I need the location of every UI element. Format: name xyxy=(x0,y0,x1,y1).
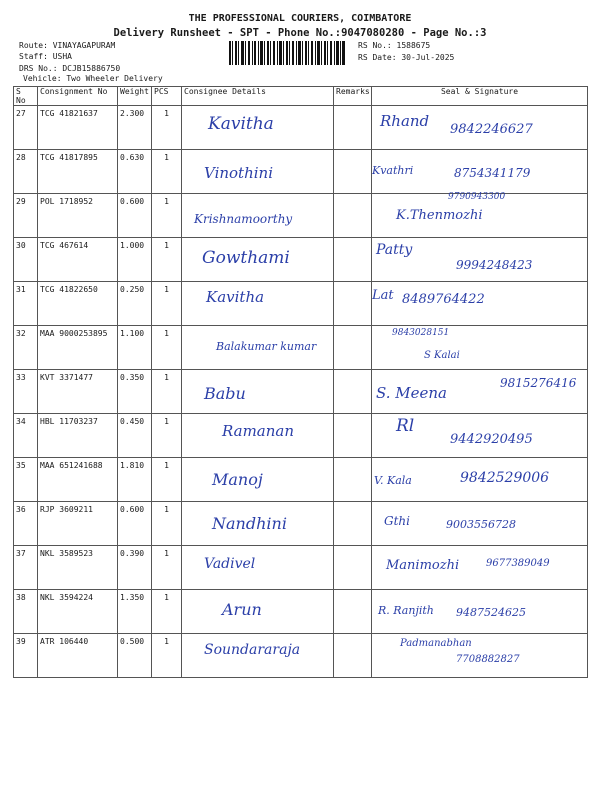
signature-phone: 9842529006 xyxy=(460,470,550,486)
row-consignment-no: MAA 9000253895 xyxy=(38,326,118,370)
signature-name: S Kalai xyxy=(424,350,460,361)
row-pcs: 1 xyxy=(152,590,182,634)
signature-name: Rl xyxy=(396,416,415,436)
signature-name: S. Meena xyxy=(376,384,447,402)
row-remarks xyxy=(334,150,372,194)
row-consignment-no: HBL 11703237 xyxy=(38,414,118,458)
consignee-handwritten-name: Vadivel xyxy=(204,556,256,572)
row-signature xyxy=(372,502,588,546)
table-row xyxy=(14,458,588,502)
row-consignment-no: MAA 651241688 xyxy=(38,458,118,502)
row-signature xyxy=(372,106,588,150)
signature-phone: 9842246627 xyxy=(450,122,533,137)
signature-phone: 9487524625 xyxy=(456,606,526,619)
signature-name: Padmanabhan xyxy=(400,638,472,649)
row-consignee xyxy=(182,150,334,194)
row-remarks xyxy=(334,590,372,634)
row-pcs: 1 xyxy=(152,370,182,414)
row-weight: 2.300 xyxy=(118,106,152,150)
row-weight: 0.630 xyxy=(118,150,152,194)
row-remarks xyxy=(334,546,372,590)
row-consignment-no: TCG 41821637 xyxy=(38,106,118,150)
signature-phone: 7708882827 xyxy=(456,654,520,665)
table-row xyxy=(14,502,588,546)
row-signature xyxy=(372,546,588,590)
row-pcs: 1 xyxy=(152,414,182,458)
table-row xyxy=(14,326,588,370)
table-row xyxy=(14,590,588,634)
runsheet-table xyxy=(13,86,588,678)
rs-date: RS Date: 30-Jul-2025 xyxy=(358,53,455,62)
signature-phone: 9815276416 xyxy=(500,376,577,390)
col-sno: S No xyxy=(14,87,38,106)
col-remarks: Remarks xyxy=(334,87,372,106)
row-pcs: 1 xyxy=(152,326,182,370)
consignee-handwritten-name: Babu xyxy=(204,384,246,403)
consignee-handwritten-name: Soundararaja xyxy=(204,642,301,658)
consignee-handwritten-name: Balakumar kumar xyxy=(216,340,317,353)
row-weight: 0.350 xyxy=(118,370,152,414)
consignee-handwritten-name: Nandhini xyxy=(212,514,287,533)
row-pcs: 1 xyxy=(152,546,182,590)
table-row xyxy=(14,238,588,282)
row-sno: 33 xyxy=(14,370,38,414)
signature-name: Rhand xyxy=(380,112,430,130)
row-sno: 29 xyxy=(14,194,38,238)
table-row xyxy=(14,150,588,194)
row-sno: 28 xyxy=(14,150,38,194)
row-weight: 0.250 xyxy=(118,282,152,326)
table-row xyxy=(14,634,588,678)
row-pcs: 1 xyxy=(152,194,182,238)
col-signature: Seal & Signature xyxy=(372,87,588,106)
row-remarks xyxy=(334,502,372,546)
table-row xyxy=(14,546,588,590)
row-consignee xyxy=(182,106,334,150)
row-signature xyxy=(372,282,588,326)
row-sno: 30 xyxy=(14,238,38,282)
col-consignment: Consignment No xyxy=(38,87,118,106)
signature-phone: 9843028151 xyxy=(392,328,450,338)
row-pcs: 1 xyxy=(152,634,182,678)
row-weight: 1.350 xyxy=(118,590,152,634)
row-signature xyxy=(372,238,588,282)
table-row xyxy=(14,282,588,326)
row-signature xyxy=(372,458,588,502)
row-sno: 36 xyxy=(14,502,38,546)
row-sno: 32 xyxy=(14,326,38,370)
row-weight: 0.450 xyxy=(118,414,152,458)
signature-name: V. Kala xyxy=(374,474,412,487)
row-consignment-no: RJP 3609211 xyxy=(38,502,118,546)
row-signature xyxy=(372,634,588,678)
row-signature xyxy=(372,414,588,458)
signature-name: Manimozhi xyxy=(386,558,460,573)
row-remarks xyxy=(334,414,372,458)
row-sno: 35 xyxy=(14,458,38,502)
table-row xyxy=(14,370,588,414)
row-consignee xyxy=(182,194,334,238)
signature-name: Lat xyxy=(372,288,394,303)
signature-phone: 9790943300 xyxy=(448,192,506,202)
col-pcs: PCS xyxy=(152,87,182,106)
vehicle-label: Vehicle: Two Wheeler Delivery xyxy=(23,74,163,83)
table-row xyxy=(14,414,588,458)
row-consignment-no: ATR 106440 xyxy=(38,634,118,678)
row-consignee xyxy=(182,502,334,546)
signature-name: K.Thenmozhi xyxy=(396,208,483,223)
consignee-handwritten-name: Arun xyxy=(222,600,262,619)
row-weight: 1.100 xyxy=(118,326,152,370)
row-remarks xyxy=(334,634,372,678)
row-consignee xyxy=(182,414,334,458)
consignee-handwritten-name: Kavitha xyxy=(206,288,265,306)
row-remarks xyxy=(334,458,372,502)
row-remarks xyxy=(334,326,372,370)
row-sno: 27 xyxy=(14,106,38,150)
row-weight: 0.500 xyxy=(118,634,152,678)
row-consignee xyxy=(182,282,334,326)
consignee-handwritten-name: Krishnamoorthy xyxy=(194,212,293,226)
row-pcs: 1 xyxy=(152,238,182,282)
signature-name: Gthi xyxy=(384,514,410,528)
row-consignee xyxy=(182,370,334,414)
signature-phone: 8489764422 xyxy=(402,292,485,307)
row-consignee xyxy=(182,458,334,502)
consignee-handwritten-name: Vinothini xyxy=(204,164,274,182)
row-consignment-no: TCG 41817895 xyxy=(38,150,118,194)
row-weight: 0.600 xyxy=(118,502,152,546)
row-sno: 39 xyxy=(14,634,38,678)
signature-name: R. Ranjith xyxy=(378,604,434,617)
row-remarks xyxy=(334,106,372,150)
rs-number: RS No.: 1588675 xyxy=(358,41,431,50)
runsheet-title: Delivery Runsheet - SPT - Phone No.:9047080280 - Page No.:3 xyxy=(113,27,487,39)
signature-name: Patty xyxy=(376,242,413,258)
row-pcs: 1 xyxy=(152,150,182,194)
row-pcs: 1 xyxy=(152,106,182,150)
row-consignment-no: TCG 467614 xyxy=(38,238,118,282)
col-consignee: Consignee Details xyxy=(182,87,334,106)
row-remarks xyxy=(334,238,372,282)
signature-phone: 8754341179 xyxy=(454,166,531,180)
signature-phone: 9003556728 xyxy=(446,518,516,531)
row-sno: 34 xyxy=(14,414,38,458)
consignee-handwritten-name: Ramanan xyxy=(222,422,295,440)
row-weight: 1.000 xyxy=(118,238,152,282)
col-weight: Weight xyxy=(118,87,152,106)
row-weight: 0.390 xyxy=(118,546,152,590)
route-label: Route: VINAYAGAPURAM xyxy=(19,41,116,50)
row-consignee xyxy=(182,238,334,282)
row-signature xyxy=(372,150,588,194)
row-sno: 37 xyxy=(14,546,38,590)
row-remarks xyxy=(334,282,372,326)
table-row xyxy=(14,106,588,150)
staff-label: Staff: USHA xyxy=(19,52,72,61)
consignee-handwritten-name: Manoj xyxy=(212,470,263,489)
row-pcs: 1 xyxy=(152,458,182,502)
signature-phone: 9442920495 xyxy=(450,432,533,447)
drs-label: DRS No.: DCJB15886750 xyxy=(19,64,121,73)
row-signature xyxy=(372,194,588,238)
row-signature xyxy=(372,590,588,634)
row-consignment-no: KVT 3371477 xyxy=(38,370,118,414)
signature-phone: 9994248423 xyxy=(456,258,533,272)
consignee-handwritten-name: Kavitha xyxy=(208,114,274,134)
row-signature xyxy=(372,370,588,414)
row-consignment-no: TCG 41822650 xyxy=(38,282,118,326)
row-pcs: 1 xyxy=(152,282,182,326)
row-consignment-no: NKL 3589523 xyxy=(38,546,118,590)
row-consignment-no: NKL 3594224 xyxy=(38,590,118,634)
table-header-row xyxy=(14,87,588,106)
row-sno: 38 xyxy=(14,590,38,634)
row-consignee xyxy=(182,326,334,370)
signature-name: Kvathri xyxy=(372,164,414,177)
row-weight: 0.600 xyxy=(118,194,152,238)
barcode xyxy=(229,41,345,65)
signature-phone: 9677389049 xyxy=(486,558,550,569)
row-weight: 1.810 xyxy=(118,458,152,502)
row-pcs: 1 xyxy=(152,502,182,546)
table-row xyxy=(14,194,588,238)
row-sno: 31 xyxy=(14,282,38,326)
row-consignee xyxy=(182,634,334,678)
row-remarks xyxy=(334,370,372,414)
row-consignment-no: POL 1718952 xyxy=(38,194,118,238)
row-signature xyxy=(372,326,588,370)
consignee-handwritten-name: Gowthami xyxy=(202,248,290,268)
row-consignee xyxy=(182,590,334,634)
company-name: THE PROFESSIONAL COURIERS, COIMBATORE xyxy=(188,13,412,24)
row-remarks xyxy=(334,194,372,238)
row-consignee xyxy=(182,546,334,590)
